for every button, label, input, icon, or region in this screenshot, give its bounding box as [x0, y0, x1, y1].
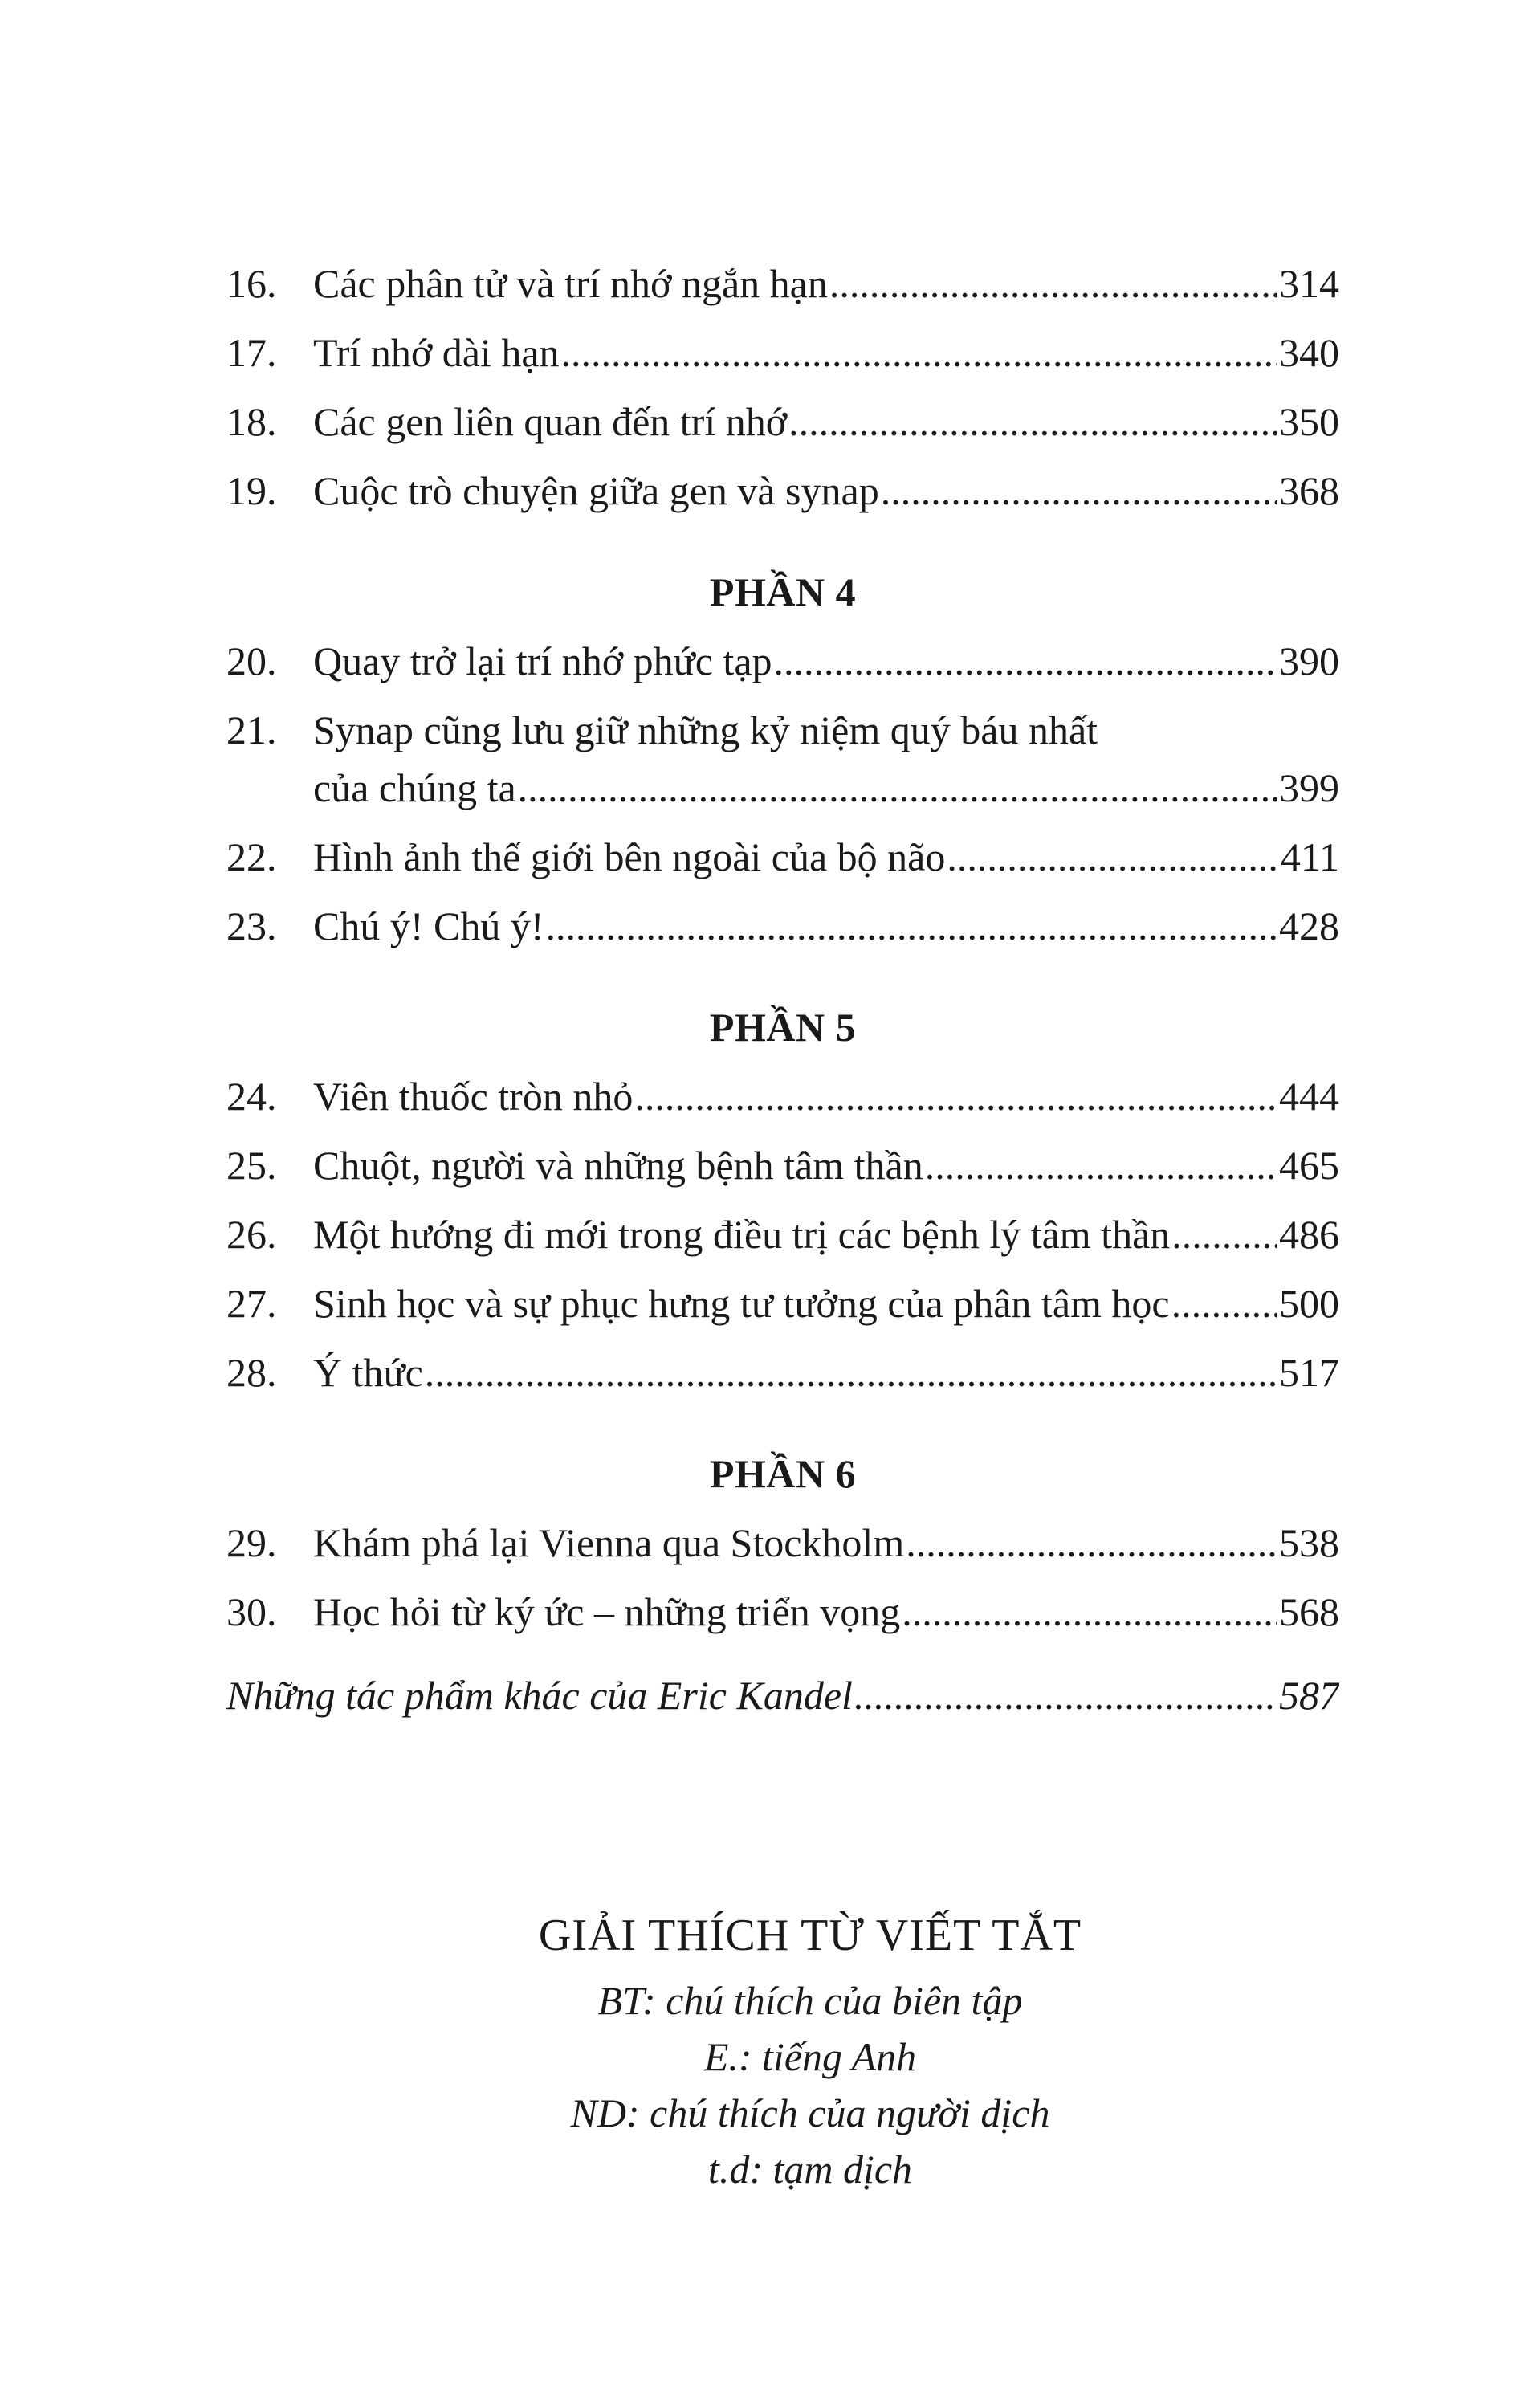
- toc-entry-20: [226, 626, 1339, 695]
- entry-title: Các gen liên quan đến trí nhớ: [313, 387, 788, 456]
- dot-leader: [788, 387, 1277, 456]
- toc-entry-21-continued: [226, 753, 1339, 822]
- abbreviations-section: [0, 1903, 1540, 2197]
- entry-page: 465: [1279, 1143, 1339, 1188]
- entry-title: Sinh học và sự phục hưng tư tưởng của phân tâm học: [313, 1269, 1171, 1338]
- entry-title: Viên thuốc tròn nhỏ: [313, 1062, 634, 1131]
- toc-entry-26: [226, 1200, 1339, 1269]
- entry-number: 24.: [226, 1074, 277, 1119]
- toc-entry-29: [226, 1508, 1339, 1577]
- entry-title-continued: của chúng ta: [313, 753, 518, 822]
- entry-number: 23.: [226, 903, 277, 948]
- dot-leader: [925, 1131, 1277, 1200]
- dot-leader: [561, 318, 1277, 387]
- entry-title: Các phân tử và trí nhớ ngắn hạn: [313, 249, 829, 318]
- entry-page: 428: [1279, 903, 1339, 948]
- toc-entry-other-works: [226, 1661, 1339, 1730]
- entry-title: Học hỏi từ ký ức – những triển vọng: [313, 1577, 902, 1646]
- entry-page: 568: [1279, 1589, 1339, 1634]
- entry-page: 340: [1279, 330, 1339, 375]
- entry-number: 17.: [226, 330, 277, 375]
- dot-leader: [854, 1661, 1277, 1730]
- dot-leader: [1171, 1200, 1277, 1269]
- entry-title: Ý thức: [313, 1338, 425, 1407]
- entry-number: 27.: [226, 1281, 277, 1326]
- entry-page: 587: [1279, 1673, 1339, 1718]
- dot-leader: [546, 891, 1278, 960]
- entry-number: 28.: [226, 1350, 277, 1395]
- entry-page: 517: [1279, 1350, 1339, 1395]
- toc-entry-28: [226, 1338, 1339, 1407]
- entry-title: Chuột, người và những bệnh tâm thần: [313, 1131, 925, 1200]
- part-heading-4: PHẦN 4: [709, 569, 857, 614]
- entry-title: Khám phá lại Vienna qua Stockholm: [313, 1508, 906, 1577]
- entry-number: 21.: [226, 708, 277, 752]
- entry-page: 411: [1280, 834, 1339, 879]
- dot-leader: [902, 1577, 1277, 1646]
- entry-title: Chú ý! Chú ý!: [313, 891, 546, 960]
- entry-page: 368: [1279, 468, 1339, 513]
- entry-title: Quay trở lại trí nhớ phức tạp: [313, 626, 774, 695]
- toc-entry-24: [226, 1062, 1339, 1131]
- entry-number: 26.: [226, 1212, 277, 1257]
- toc-entry-25: [226, 1131, 1339, 1200]
- dot-leader: [1171, 1269, 1277, 1338]
- entry-number: 30.: [226, 1589, 277, 1634]
- entry-page: 486: [1279, 1212, 1339, 1257]
- abbreviation-item: E.: tiếng Anh: [703, 2034, 917, 2079]
- dot-leader: [774, 626, 1277, 695]
- abbreviation-item: t.d: tạm dịch: [707, 2147, 913, 2192]
- entry-number: 20.: [226, 638, 277, 683]
- entry-page: 444: [1279, 1074, 1339, 1119]
- entry-number: 25.: [226, 1143, 277, 1188]
- abbreviations-title: GIẢI THÍCH TỪ VIẾT TẮT: [538, 1911, 1082, 1960]
- toc-entry-18: [226, 387, 1339, 456]
- toc-entry-30: [226, 1577, 1339, 1646]
- dot-leader: [518, 753, 1277, 822]
- entry-title: Synap cũng lưu giữ những kỷ niệm quý báu nhất: [313, 695, 1098, 765]
- dot-leader: [425, 1338, 1277, 1407]
- entry-number: 16.: [226, 261, 277, 306]
- dot-leader: [829, 249, 1277, 318]
- dot-leader: [634, 1062, 1277, 1131]
- abbreviation-item: ND: chú thích của người dịch: [570, 2090, 1050, 2135]
- dot-leader: [881, 456, 1277, 525]
- entry-title: Cuộc trò chuyện giữa gen và synap: [313, 456, 881, 525]
- entry-page: 399: [1279, 765, 1339, 810]
- part-heading-6: PHẦN 6: [709, 1451, 857, 1496]
- entry-title: Trí nhớ dài hạn: [313, 318, 561, 387]
- toc-entry-22: [226, 822, 1339, 891]
- entry-page: 390: [1279, 638, 1339, 683]
- entry-title: Hình ảnh thế giới bên ngoài của bộ não: [313, 822, 947, 891]
- entry-number: 29.: [226, 1520, 277, 1565]
- entry-number: 22.: [226, 834, 277, 879]
- entry-title: Những tác phẩm khác của Eric Kandel: [226, 1661, 854, 1730]
- entry-page: 500: [1279, 1281, 1339, 1326]
- toc-entry-27: [226, 1269, 1339, 1338]
- toc-entry-19: [226, 456, 1339, 525]
- entry-page: 350: [1279, 399, 1339, 444]
- abbreviation-item: BT: chú thích của biên tập: [597, 1978, 1023, 2023]
- entry-page: 314: [1279, 261, 1339, 306]
- entry-page: 538: [1279, 1520, 1339, 1565]
- part-heading-5: PHẦN 5: [709, 1005, 857, 1050]
- entry-number: 19.: [226, 468, 277, 513]
- table-of-contents: [226, 249, 1339, 1730]
- dot-leader: [947, 822, 1278, 891]
- toc-entry-23: [226, 891, 1339, 960]
- entry-title: Một hướng đi mới trong điều trị các bệnh lý tâm thần: [313, 1200, 1171, 1269]
- entry-number: 18.: [226, 399, 277, 444]
- toc-entry-17: [226, 318, 1339, 387]
- toc-entry-16: [226, 249, 1339, 318]
- dot-leader: [906, 1508, 1277, 1577]
